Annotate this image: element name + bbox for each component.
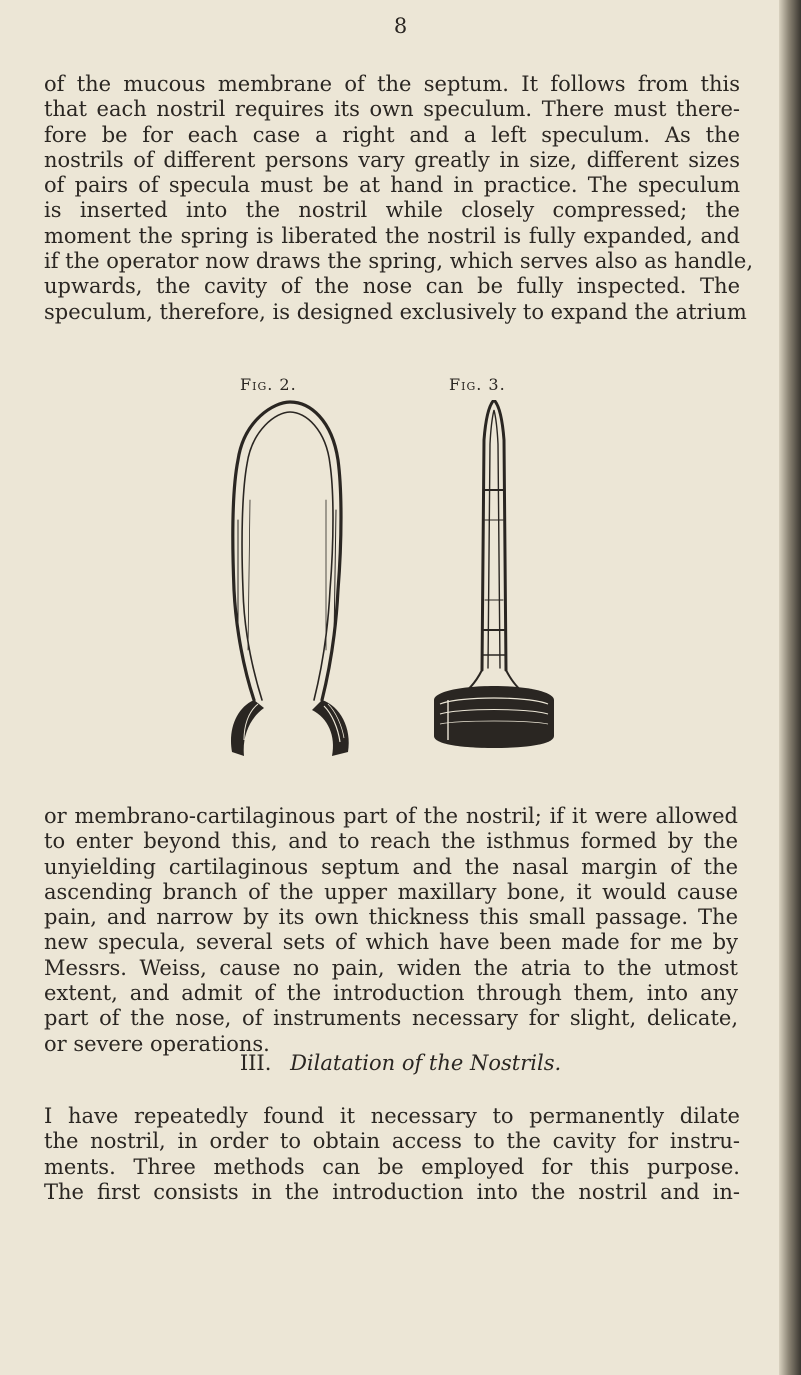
text-line: of the mucous membrane of the septum. It follows from this	[44, 72, 740, 96]
section-number: III.	[239, 1051, 272, 1075]
text-line: extent, and admit of the introduction through them, into any	[44, 981, 738, 1006]
page-edge-shadow	[779, 0, 801, 1375]
text-line: or severe operations.	[44, 1031, 270, 1056]
text-line: Messrs. Weiss, cause no pain, widen the atria to the utmost	[44, 955, 738, 980]
text-line: ascending branch of the upper maxillary bone, it would cause	[44, 879, 738, 904]
figure-2-caption: Fig. 2.	[240, 375, 297, 394]
text-line: the nostril, in order to obtain access to the cavity for instru-	[44, 1129, 740, 1154]
figure-2-left-blade	[231, 700, 264, 756]
section-title: Dilatation of the Nostrils.	[290, 1051, 562, 1075]
page-number: 8	[393, 14, 408, 38]
text-line: moment the spring is liberated the nostril is fully expanded, and	[44, 223, 740, 248]
section-heading	[0, 1051, 801, 1075]
text-line: new specula, several sets of which have been made for me by	[44, 930, 738, 955]
text-line: upwards, the cavity of the nose can be fully inspected. The	[44, 274, 740, 299]
text-line: speculum, therefore, is designed exclusively to expand the atrium	[44, 299, 747, 324]
paragraph-3	[44, 1104, 740, 1205]
figure-2-speculum-drawing	[214, 400, 364, 760]
text-line: part of the nose, of instruments necessary for slight, delicate,	[44, 1006, 738, 1031]
text-line: The first consists in the introduction into the nostril and in-	[44, 1179, 740, 1204]
text-line: is inserted into the nostril while closely compressed; the	[44, 198, 740, 223]
text-line: that each nostril requires its own speculum. There must there-	[44, 97, 740, 122]
text-line: ments. Three methods can be employed for this purpose.	[44, 1154, 740, 1179]
text-line: pain, and narrow by its own thickness this small passage. The	[44, 905, 738, 930]
text-line: unyielding cartilaginous septum and the nasal margin of the	[44, 854, 738, 879]
figure-2-right-blade	[312, 700, 349, 756]
text-line: or membrano-cartilaginous part of the nostril; if it were allowed	[44, 804, 738, 828]
paragraph-2	[44, 804, 738, 1057]
text-line: I have repeatedly found it necessary to permanently dilate	[44, 1104, 740, 1128]
paragraph-1	[44, 72, 754, 325]
figure-3-blade-base	[434, 686, 554, 748]
text-line: nostrils of different persons vary greatly in size, different sizes	[44, 147, 740, 172]
text-line: to enter beyond this, and to reach the isthmus formed by the	[44, 829, 738, 854]
text-line: if the operator now draws the spring, which serves also as handle,	[44, 249, 754, 274]
text-line: of pairs of specula must be at hand in practice. The speculum	[44, 173, 740, 198]
figure-3-speculum-drawing	[420, 400, 570, 760]
text-line: fore be for each case a right and a left speculum. As the	[44, 122, 740, 147]
figure-3-caption: Fig. 3.	[449, 375, 506, 394]
